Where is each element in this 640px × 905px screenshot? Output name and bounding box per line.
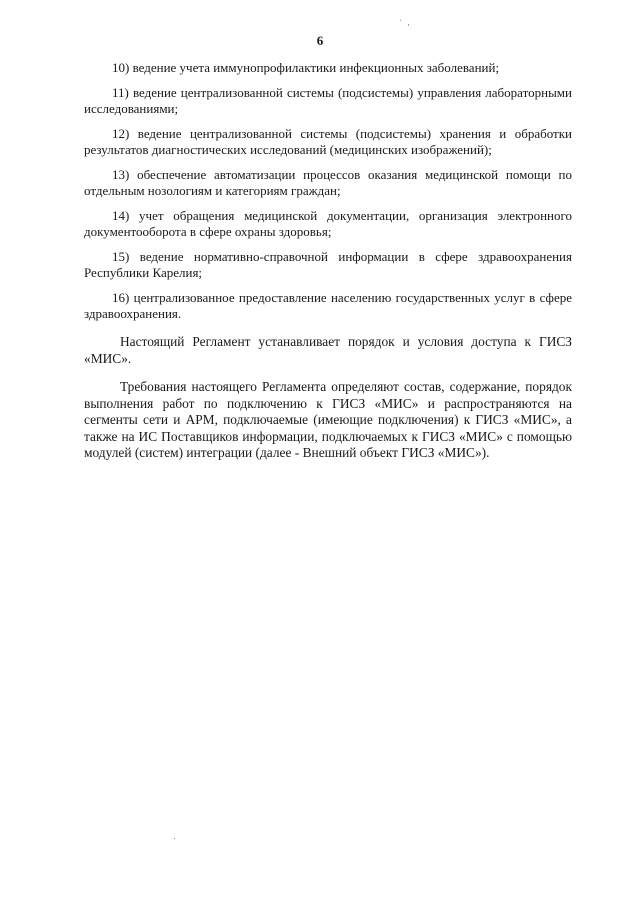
- document-body: [84, 60, 572, 474]
- list-item: 16) централизованное предоставление населению государственных услуг в сфере здравоохранения.: [84, 290, 572, 321]
- list-item: 15) ведение нормативно-справочной информации в сфере здравоохранения Республики Карелия;: [84, 249, 572, 280]
- list-item: 12) ведение централизованной системы (подсистемы) хранения и обработки результатов диагностических исследований (медицинских изображений);: [84, 126, 572, 157]
- scan-artifact: [174, 838, 175, 839]
- paragraph-scope: Настоящий Регламент устанавливает порядок и условия доступа к ГИСЗ «МИС».: [84, 334, 572, 366]
- list-item: 14) учет обращения медицинской документации, организация электронного документооборота в сфере охраны здоровья;: [84, 208, 572, 239]
- list-item: 11) ведение централизованной системы (подсистемы) управления лабораторными исследованиями;: [84, 85, 572, 116]
- scan-mark: ' ,: [400, 18, 412, 27]
- page-number: 6: [316, 33, 324, 48]
- list-item: 13) обеспечение автоматизации процессов оказания медицинской помощи по отдельным нозологиям и категориям граждан;: [84, 167, 572, 198]
- paragraph-requirements: Требования настоящего Регламента определяют состав, содержание, порядок выполнения работ по подключению к ГИСЗ «МИС» и распространяются на сегменты сети и АРМ, подключаемые (имеющие подключения) к ГИСЗ «МИС», а также на ИС Поставщиков информации, подключаемых к ГИСЗ «МИС» с помощью модулей (систем) интеграции (далее - Внешний объект ГИСЗ «МИС»).: [84, 379, 572, 460]
- list-item: 10) ведение учета иммунопрофилактики инфекционных заболеваний;: [112, 60, 500, 75]
